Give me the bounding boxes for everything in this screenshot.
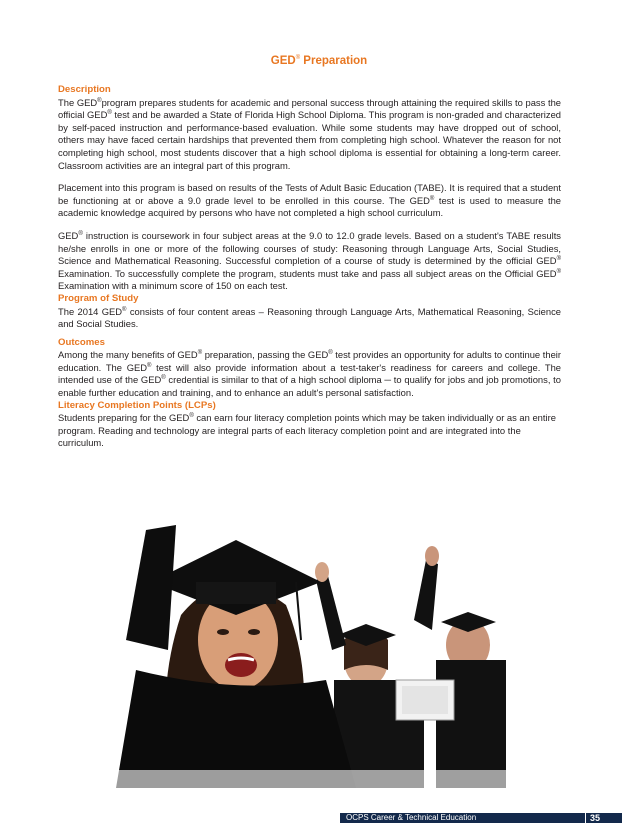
graduates-photo xyxy=(96,520,526,788)
page-title: GED® Preparation xyxy=(270,55,368,67)
outcomes-paragraph: Among the many benefits of GED® preparation, passing the GED® test provides an opportunity for adults to continue their education. The GED® test will also provide information about a test-taker's readiness for careers and college. The intended use of the GED® credential is similar to that of a high school diploma ─ to qualify for jobs and job promotions, to enable further education and training, and to enhance an adult's personal satisfaction. xyxy=(58,349,561,399)
description-paragraph-2: Placement into this program is based on results of the Tests of Adult Basic Education (TABE). It is required that a student be functioning at or above a 9.0 grade level to be enrolled in this course. The GED® test is used to measure the academic knowledge acquired by persons who have not completed a high school curriculum. xyxy=(58,182,561,219)
footer-label: OCPS Career & Technical Education xyxy=(346,813,477,822)
section-heading-program-of-study: Program of Study xyxy=(58,292,139,304)
content xyxy=(58,84,561,450)
section-heading-description: Description xyxy=(58,84,111,95)
section-heading-lcp: Literacy Completion Points (LCPs) xyxy=(58,399,216,411)
footer-divider xyxy=(585,813,586,823)
description-paragraph-1: The GED®program prepares students for academic and personal success through attaining the required skills to pass the official GED® test and be awarded a State of Florida High School Diploma. This program is non-graded and characterized by self-paced instruction and performance-based evaluation. While some students may have dropped out of school, others may have faced certain hardships that prevented them from completing high school. Whatever the reason for not completing high school, most students discover that a high school diploma is essential for obtaining a long-term career. Classroom activities are an integral part of this program. xyxy=(58,96,561,171)
program-paragraph: The 2014 GED® consists of four content areas – Reasoning through Language Arts, Mathematical Reasoning, Science and Social Studies. xyxy=(58,305,561,330)
section-heading-outcomes: Outcomes xyxy=(58,336,105,348)
description-paragraph-3: GED® instruction is coursework in four subject areas at the 9.0 to 12.0 grade levels. Based on a student's TABE results he/she enrolls in one or more of the following courses of study: Reasoning through Language Arts, Social Studies, Science and Mathematical Reasoning. Successful completion of a course of study is determined by the official GED® Examination. To successfully complete the program, students must take and pass all subject areas on the Official GED® Examination with a minimum score of 150 on each test. xyxy=(58,229,561,292)
page-number: 35 xyxy=(590,813,601,823)
lcp-paragraph: Students preparing for the GED® can earn four literacy completion points which may be taken individually or as an entire program. Reading and technology are integral parts of each literacy completion point and are integrated into the curriculum. xyxy=(58,412,556,449)
